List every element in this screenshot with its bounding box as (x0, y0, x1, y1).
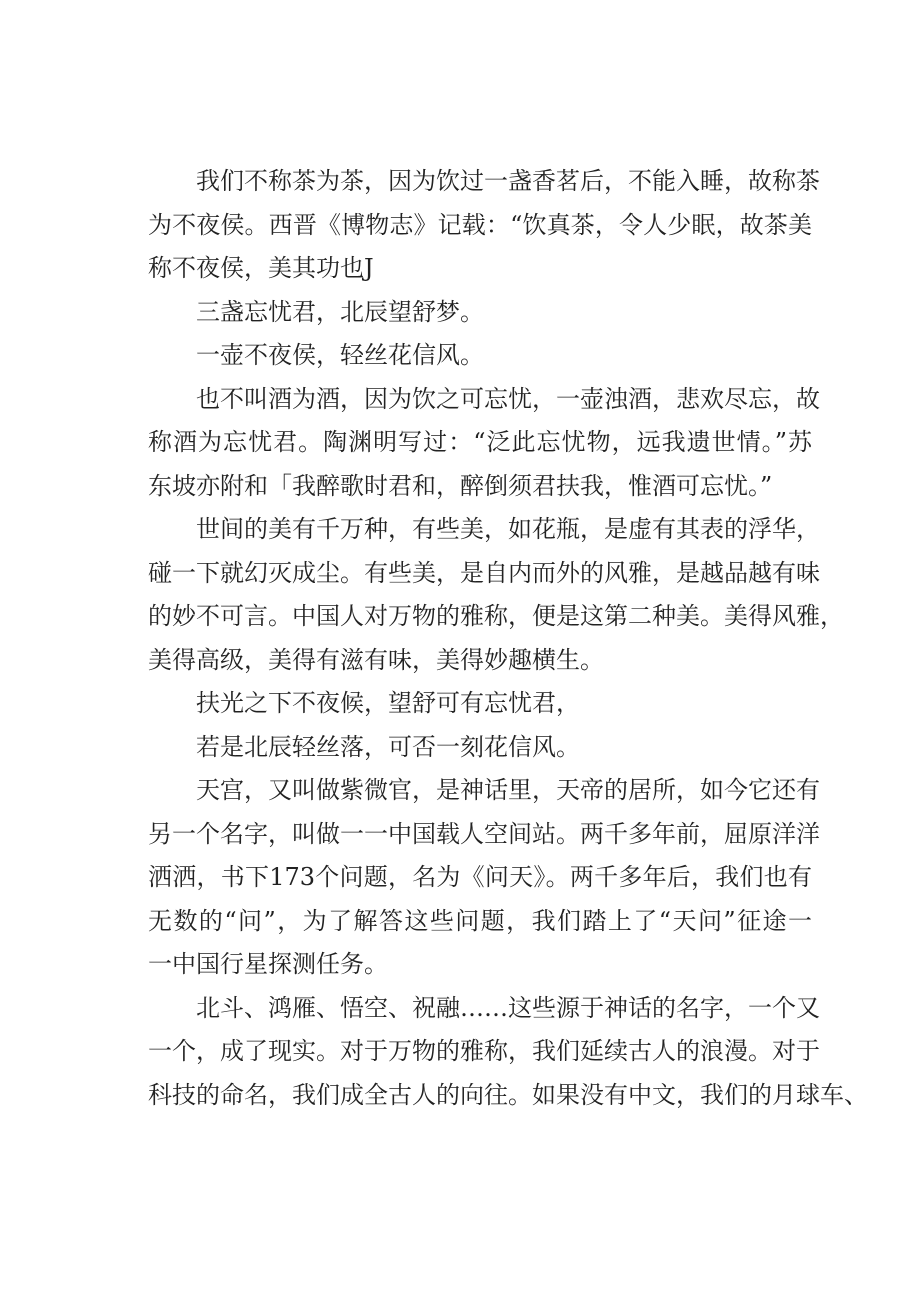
paragraph (148, 378, 820, 509)
text-line: 东坡亦附和「我醉歌时君和，醉倒须君扶我，惟酒可忘忧。” (148, 471, 773, 500)
text-line: 天宫，又叫做紫微官，是神话里，天帝的居所，如今它还有 (196, 776, 820, 804)
text-line: 世间的美有千万种，有些美，如花瓶，是虚有其表的浮华， (196, 515, 820, 543)
paragraph (148, 682, 812, 726)
text-line: 另一个名字，叫做一一中国载人空间站。两千多年前，屈原洋洋 (148, 819, 820, 848)
text-line: 一壶不夜侯，轻丝花信风。 (196, 341, 484, 369)
paragraph (148, 987, 868, 1118)
text-line: 碰一下就幻灭成尘。有些美，是自内而外的风雅，是越品越有味 (148, 558, 820, 587)
text-line: 科技的命名，我们成全古人的向往。如果没有中文，我们的月球车、 (148, 1080, 868, 1109)
text-line: 三盏忘忧君，北辰望舒梦。 (196, 297, 484, 326)
text-line: 为不夜侯。西晋《博物志》记载：“饮真茶，令人少眠，故茶美 (148, 210, 812, 239)
paragraph (148, 769, 820, 987)
paragraph (148, 508, 844, 682)
text-line: 一中国行星探测任务。 (148, 950, 388, 978)
paragraph (148, 291, 812, 335)
text-line: 称不夜侯，美其功也J (148, 254, 374, 282)
text-line: 我们不称茶为茶，因为饮过一盏香茗后，不能入睡，故称茶 (196, 167, 820, 195)
paragraph (148, 160, 820, 291)
paragraph (148, 334, 812, 378)
text-line: 无数的“问”，为了解答这些问题，我们踏上了“天问”征途一 (148, 906, 812, 935)
text-line: 洒洒，书下173个问题，名为《问天》。两千多年后，我们也有 (148, 863, 812, 891)
text-line: 扶光之下不夜候，望舒可有忘忧君， (196, 689, 580, 717)
text-line: 若是北辰轻丝落，可否一刻花信风。 (196, 732, 580, 761)
paragraph (148, 726, 812, 770)
text-line: 北斗、鸿雁、悟空、祝融……这些源于神话的名字，一个又 (196, 993, 820, 1022)
document-body (148, 160, 868, 1117)
text-line: 也不叫酒为酒，因为饮之可忘忧，一壶浊酒，悲欢尽忘，故 (196, 384, 820, 413)
text-line: 一个，成了现实。对于万物的雅称，我们延续古人的浪漫。对于 (148, 1037, 820, 1065)
text-line: 的妙不可言。中国人对万物的雅称，便是这第二种美。美得风雅， (148, 602, 844, 630)
text-line: 称酒为忘忧君。陶渊明写过：“泛此忘忧物，远我遗世情。”苏 (148, 428, 812, 456)
text-line: 美得高级，美得有滋有味，美得妙趣横生。 (148, 645, 604, 674)
